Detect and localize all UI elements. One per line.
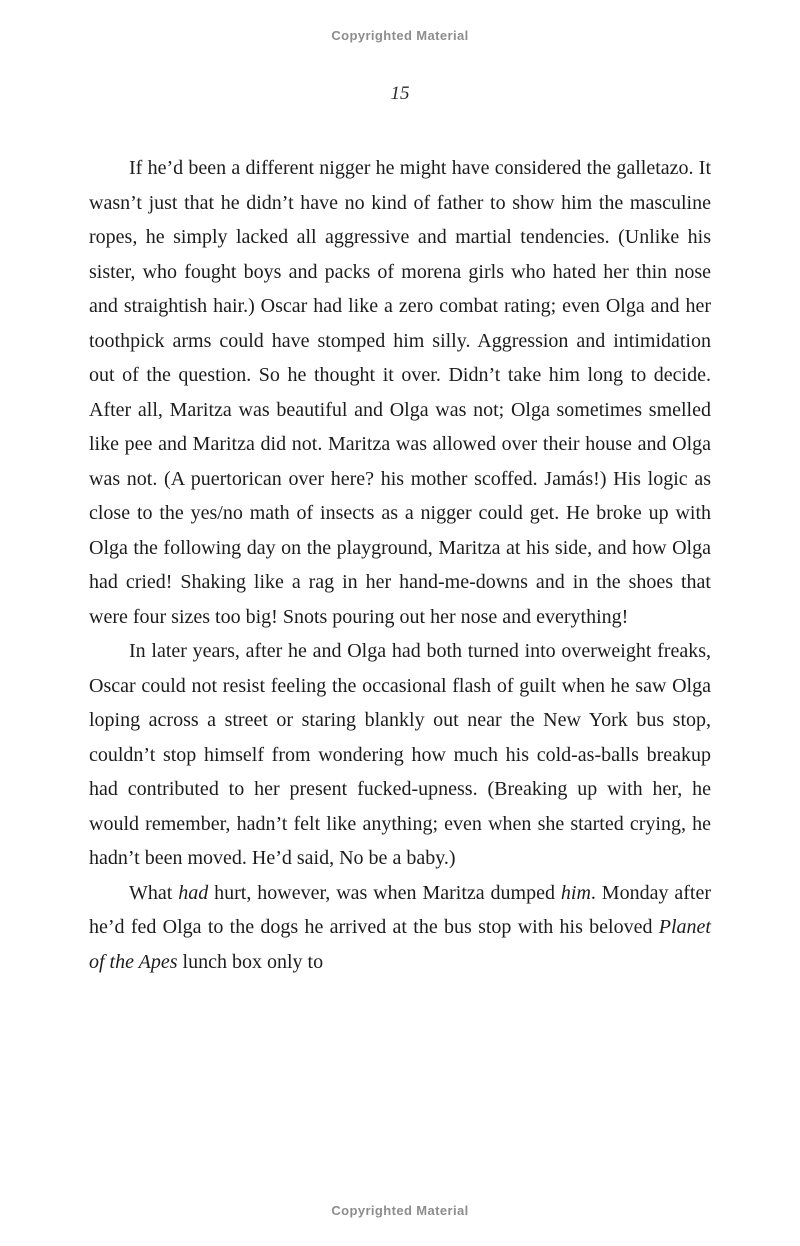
paragraph-3-segment: lunch box only to (177, 950, 324, 973)
copyright-header: Copyrighted Material (331, 28, 469, 43)
paragraph-3-segment: hurt, however, was when Maritza dumped (208, 881, 561, 904)
paragraph-1: If he’d been a different nigger he might have considered the galletazo. It wasn’t just that he didn’t have no kind of father to show him the masculine ropes, he simply lacked all aggressive and martial tendencies. (Unlike his sister, who fought boys and packs of morena girls who hated her thin nose and straightish hair.) Oscar had like a zero combat rating; even Olga and her toothpick arms could have stomped him silly. Aggression and intimidation out of the question. So he thought it over. Didn’t take him long to decide. After all, Maritza was beautiful and Olga was not; Olga sometimes smelled like pee and Maritza did not. Maritza was allowed over their house and Olga was not. (A puertorican over here? his mother scoffed. Jamás!) His logic as close to the yes/no math of insects as a nigger could get. He broke up with Olga the following day on the playground, Maritza at his side, and how Olga had cried! Shaking like a rag in her hand-me-downs and in the shoes that were four sizes too big! Snots pouring out her nose and everything! (89, 157, 711, 628)
paragraph-3-segment: . Monday after he’d fed Olga to the dogs he arrived at the bus stop with his beloved (89, 881, 711, 938)
paragraph-3-italic-segment: Planet of the Apes (89, 916, 711, 973)
copyright-footer: Copyrighted Material (331, 1203, 469, 1218)
paragraph-2: In later years, after he and Olga had both turned into overweight freaks, Oscar could not resist feeling the occasional flash of guilt when he saw Olga loping across a street or staring blankly out near the New York bus stop, couldn’t stop himself from wondering how much his cold-as-balls breakup had contributed to her present fucked-upness. (Breaking up with her, he would remember, hadn’t felt like anything; even when she started crying, he hadn’t been moved. He’d said, No be a baby.) (89, 640, 711, 869)
paragraph-3 (89, 876, 711, 980)
paragraph-3-italic-segment: him (560, 881, 591, 904)
body-text (89, 151, 711, 979)
paragraph-3-segment: What (129, 881, 179, 904)
paragraph-3-italic-segment: had (178, 881, 209, 904)
page-number: 15 (390, 83, 410, 104)
